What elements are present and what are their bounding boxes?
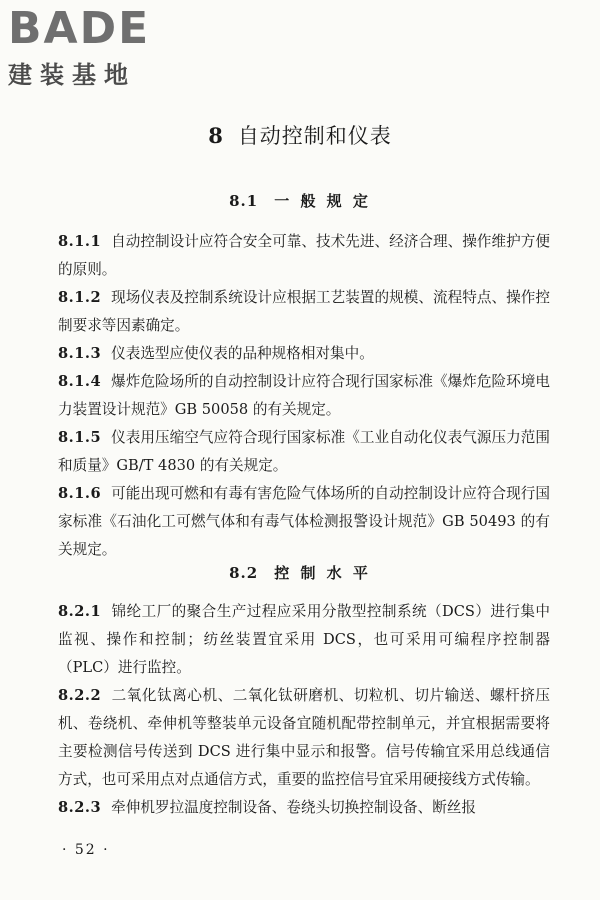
section-number: 8.2 — [229, 564, 259, 582]
clause-text: 可能出现可燃和有毒有害危险气体场所的自动控制设计应符合现行国家标准《石油化工可燃气体和有毒气体检测报警设计规范》GB 50493 的有关规定。 — [58, 485, 550, 558]
clause-8-1-3 — [58, 340, 550, 368]
section-number: 8.1 — [229, 192, 259, 210]
clause-8-2-3 — [58, 794, 550, 822]
clause-text: 牵伸机罗拉温度控制设备、卷绕头切换控制设备、断丝报 — [111, 799, 476, 816]
section-heading: 一 般 规 定 — [274, 192, 371, 210]
clause-8-1-5 — [58, 424, 550, 480]
clause-8-1-6 — [58, 480, 550, 564]
logo-wordmark: BADE — [8, 3, 151, 54]
page-number: · 52 · — [62, 842, 110, 858]
section-title-8-1 — [0, 190, 600, 211]
section-title-8-2 — [0, 562, 600, 583]
clause-number: 8.2.3 — [58, 799, 102, 816]
clause-8-1-1 — [58, 228, 550, 284]
clause-number: 8.1.4 — [58, 373, 102, 390]
chapter-heading: 自动控制和仪表 — [237, 124, 392, 148]
clause-text: 自动控制设计应符合安全可靠、技术先进、经济合理、操作维护方便的原则。 — [58, 233, 550, 278]
clause-8-2-1 — [58, 598, 550, 682]
clause-8-1-2 — [58, 284, 550, 340]
clause-text: 仪表选型应使仪表的品种规格相对集中。 — [111, 345, 374, 362]
clause-number: 8.1.2 — [58, 289, 102, 306]
section-8-2-body — [58, 598, 550, 822]
clause-number: 8.1.3 — [58, 345, 102, 362]
clause-text: 现场仪表及控制系统设计应根据工艺装置的规模、流程特点、操作控制要求等因素确定。 — [58, 289, 550, 334]
clause-text: 二氧化钛离心机、二氧化钛研磨机、切粒机、切片输送、螺杆挤压机、卷绕机、牵伸机等整装单元设备宜随机配带控制单元，并宜根据需要将主要检测信号传送到 DCS 进行集中显示和报警。信号传输宜采用总线通信方式，也可采用点对点通信方式，重要的监控信号宜采用硬接线方式传输。 — [58, 687, 550, 788]
clause-number: 8.1.5 — [58, 429, 102, 446]
section-heading: 控 制 水 平 — [274, 564, 371, 582]
clause-text: 爆炸危险场所的自动控制设计应符合现行国家标准《爆炸危险环境电力装置设计规范》GB 50058 的有关规定。 — [58, 373, 550, 418]
brand-logo — [8, 4, 178, 96]
clause-number: 8.1.6 — [58, 485, 102, 502]
clause-number: 8.2.1 — [58, 603, 102, 620]
clause-text: 锦纶工厂的聚合生产过程应采用分散型控制系统（DCS）进行集中监视、操作和控制；纺丝装置宜采用 DCS，也可采用可编程序控制器（PLC）进行监控。 — [58, 603, 550, 676]
clause-8-2-2 — [58, 682, 550, 794]
chapter-title — [0, 120, 600, 150]
clause-number: 8.1.1 — [58, 233, 102, 250]
clause-number: 8.2.2 — [58, 687, 102, 704]
chapter-number: 8 — [208, 123, 224, 148]
clause-text: 仪表用压缩空气应符合现行国家标准《工业自动化仪表气源压力范围和质量》GB/T 4830 的有关规定。 — [58, 429, 550, 474]
clause-8-1-4 — [58, 368, 550, 424]
section-8-1-body — [58, 228, 550, 564]
logo-subtitle: 建装基地 — [8, 61, 136, 89]
